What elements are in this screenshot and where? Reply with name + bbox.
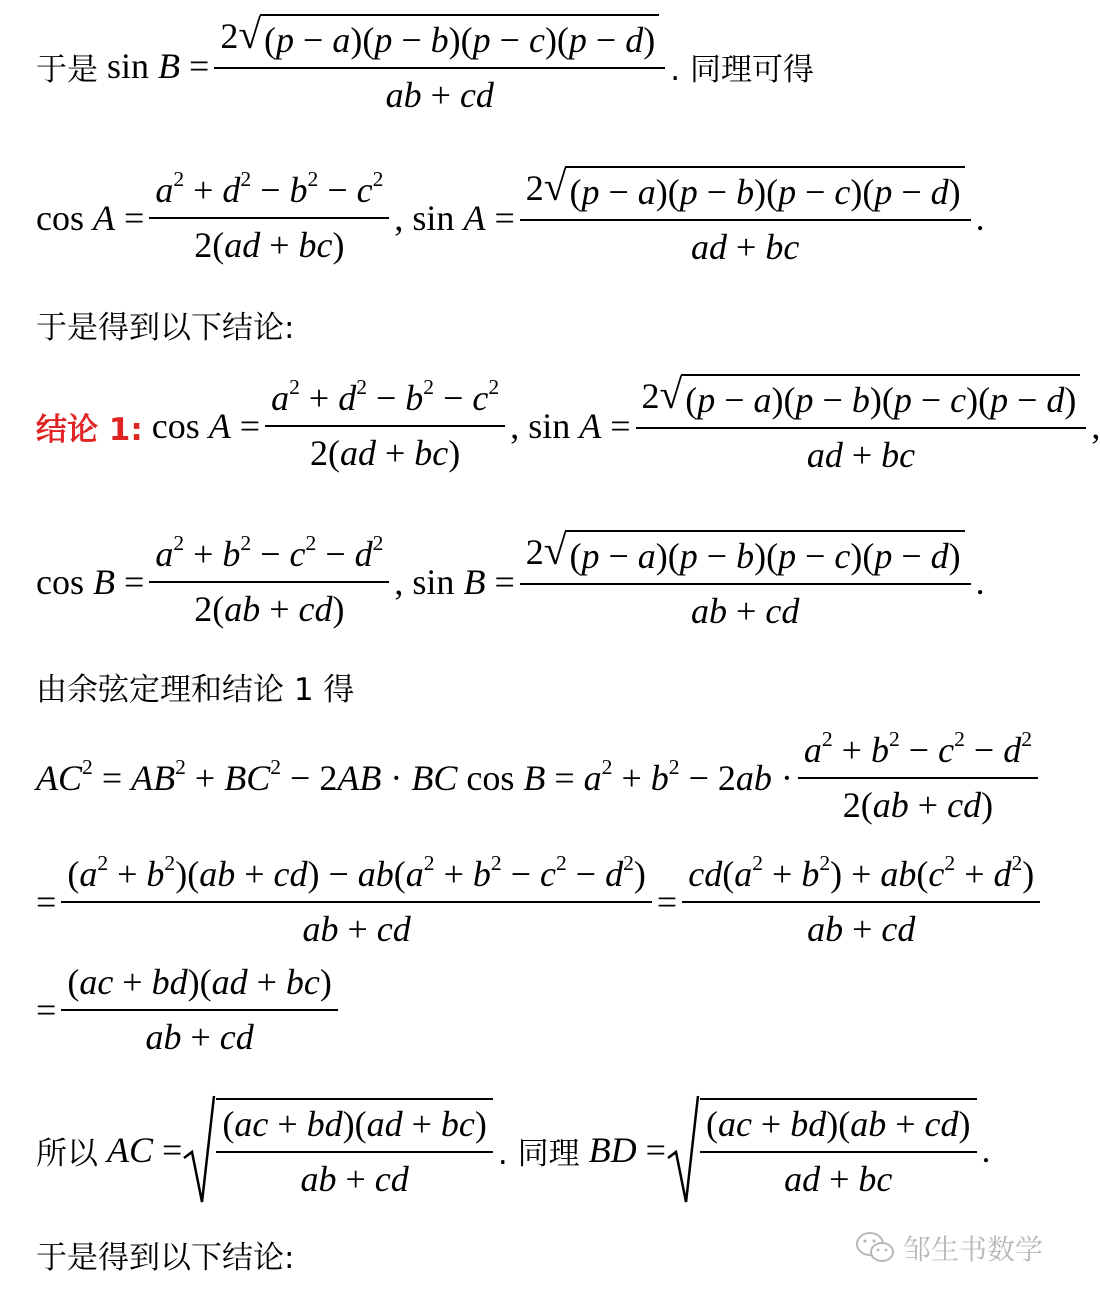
line-AC-squared: $AC^2 = AB^2 + BC^2 - 2AB$ · BC $\cos B = a^2 + b^2 - 2ab$ · $\frac{a^2 + b^2 - c^2 - d^2}{2(ab + cd)}$ (36, 728, 1043, 828)
fraction-cosB-sub: $\frac{a^2 + b^2 - c^2 - d^2}{2(ab + cd)}$ (798, 728, 1038, 828)
text-yuxian: 由余弦定理和结论 1 得 (36, 672, 355, 708)
line-sinB-intro (36, 11, 814, 118)
line-cosB-sinB: cos B = $\frac{a^2 + b^2 - c^2 - d^2}{2(ab + cd)}$ , sin B = 2 √ (p − a)(p − b)(p − c)(p − d) ab + cd . (36, 530, 985, 634)
line-conclusion-1: 结论 1: cos A = $\frac{a^2 + d^2 - b^2 - c^2}{2(ad + bc)}$ , sin A = 2 √ (p − a)(p − b)(p − c)(p − d) ad + bc , (36, 374, 1100, 478)
fraction-AC: $\frac{(ac + bd)(ad + bc)}{ab + cd}$ (216, 1098, 493, 1202)
formula-sinB: sin B = (98, 46, 210, 86)
text-yushi: 于是 (36, 51, 98, 88)
fraction-step2b: $\frac{cd(a^2 + b^2) + ab(c^2 + d^2)}{ab + cd}$ (682, 852, 1040, 952)
line-cosine-law-intro (36, 664, 354, 709)
text-suoyi: 所以 (36, 1135, 98, 1172)
fraction-step2a: $\frac{(a^2 + b^2)(ab + cd) - ab(a^2 + b^2 - c^2 - d^2)}{ab + cd}$ (61, 852, 652, 952)
conclusion-1-label: 结论 1: (36, 411, 143, 448)
fraction-cosB: $\frac{a^2 + b^2 - c^2 - d^2}{2(ab + cd)}$ (149, 532, 389, 632)
fraction-step3: $\frac{(ac + bd)(ad + bc)}{ab + cd}$ (61, 960, 338, 1060)
line-conclusion-intro (36, 302, 294, 347)
sqrt-BD (666, 1094, 982, 1206)
sqrt-AC (182, 1094, 498, 1206)
fraction-sinA-conclusion: 2 √ (p − a)(p − b)(p − c)(p − d) ad + bc (636, 374, 1087, 478)
fraction-sinA: 2 √ (p − a)(p − b)(p − c)(p − d) ad + bc (520, 166, 971, 270)
text-tongli: . 同理 (497, 1135, 580, 1172)
text-yushi-dedao: 于是得到以下结论: (36, 310, 295, 346)
radical-sign (182, 1094, 216, 1206)
watermark-label: 邹生书数学 (903, 1233, 1044, 1266)
watermark (855, 1228, 1043, 1268)
line-conclusion-intro-2 (36, 1232, 294, 1277)
fraction-sinB-2: 2 √ (p − a)(p − b)(p − c)(p − d) ab + cd (520, 530, 971, 634)
line-cosA-sinA: cos A = $\frac{a^2 + d^2 - b^2 - c^2}{2(ad + bc)}$ , sin A = 2 √ (p − a)(p − b)(p − c)(p − d) ad + bc . (36, 166, 985, 270)
line-AC-step2: = $\frac{(a^2 + b^2)(ab + cd) - ab(a^2 + b^2 - c^2 - d^2)}{ab + cd}$ = $\frac{cd(a^2 + b^2) + ab(c^2 + d^2)}{ab + cd}$ (36, 852, 1045, 952)
radical-sign (666, 1094, 700, 1206)
text-yushi-dedao-2: 于是得到以下结论: (36, 1240, 295, 1276)
fraction-sinB: 2 √ (p − a)(p − b)(p − c)(p − d) ab + cd (214, 14, 665, 118)
wechat-icon (855, 1231, 895, 1265)
fraction-cosA: $\frac{a^2 + d^2 - b^2 - c^2}{2(ad + bc)}$ (149, 168, 389, 268)
fraction-BD: $\frac{(ac + bd)(ab + cd)}{ad + bc}$ (700, 1098, 977, 1202)
fraction-cosA-conclusion: $\frac{a^2 + d^2 - b^2 - c^2}{2(ad + bc)}$ (265, 376, 505, 476)
line-AC-step3: = $\frac{(ac + bd)(ad + bc)}{ab + cd}$ (36, 960, 343, 1060)
line-AC-BD-result: 所以 AC = $\frac{(ac + bd)(ad + bc)}{ab + cd}$ . 同理 BD = $\frac{(ac + bd)(ab + cd)}{ad + bc}$ . (36, 1094, 991, 1206)
text-tongli-kede: . 同理可得 (670, 51, 814, 88)
